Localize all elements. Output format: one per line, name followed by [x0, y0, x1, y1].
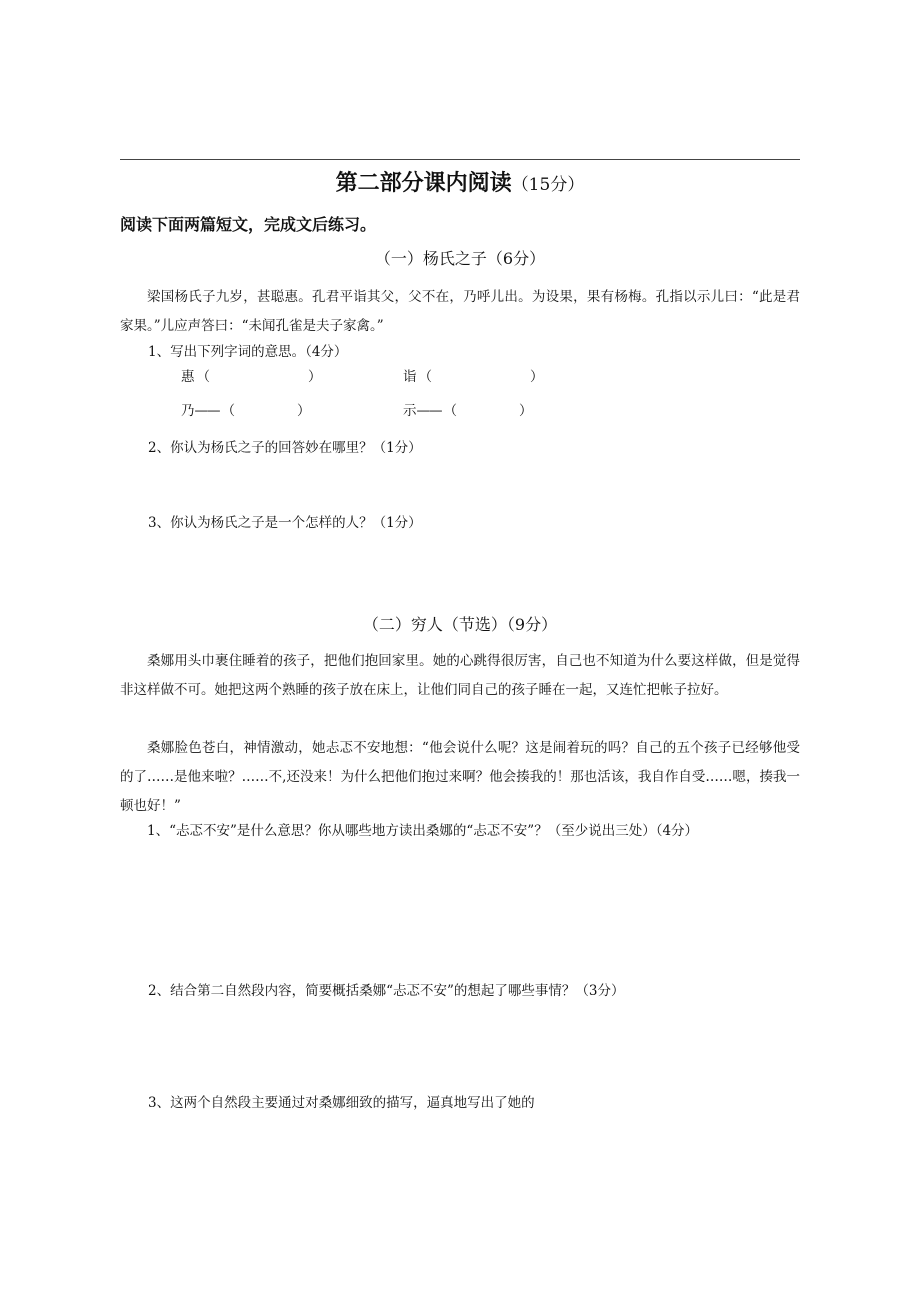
passage2-heading-text: （二）穷人（节选）: [362, 615, 507, 634]
passage2-question-1: 1、“忐忑不安”是什么意思？你从哪些地方读出桑娜的“忐忑不安”？（至少说出三处）（4分）: [147, 823, 699, 839]
blank-paren-open: （: [221, 403, 235, 419]
blank-item-nai: [181, 400, 311, 422]
section-title-score: （15分）: [511, 175, 585, 195]
passage1-heading-score: （6分）: [486, 249, 546, 268]
blank-paren-close: ）: [519, 403, 533, 419]
blank-word: 惠: [181, 369, 195, 385]
passage2-paragraph-2: 桑娜脸色苍白，神情激动，她忐忑不安地想：“他会说什么呢？这是闹着玩的吗？自己的五个孩子已经够他受的了……是他来啦？……不,还没来！为什么把他们抱过来啊？他会揍我的！那也活该，我自作自受……嗯，揍我一顿也好！”: [120, 740, 800, 814]
passage2-heading-score: （9分）: [506, 615, 558, 634]
passage1-question-3: 3、你认为杨氏之子是一个怎样的人？（1分）: [148, 515, 422, 531]
blank-item-hui: [181, 366, 322, 388]
passage1-question-2: 2、你认为杨氏之子的回答妙在哪里？（1分）: [148, 440, 422, 456]
section-title: [120, 170, 800, 199]
blank-word: 示: [403, 403, 417, 419]
passage2-heading: [120, 614, 800, 636]
passage1-heading: [120, 248, 800, 270]
passage1-heading-text: （一）杨氏之子: [374, 249, 487, 268]
top-divider: [120, 159, 800, 160]
blank-paren-open: （: [418, 369, 432, 385]
blank-item-shi: [403, 400, 533, 422]
passage1-question-1: 1、写出下列字词的意思。（4分）: [148, 344, 348, 360]
blank-paren-open: （: [196, 369, 210, 385]
blank-dash: ——: [194, 403, 220, 419]
passage2-question-3: 3、这两个自然段主要通过对桑娜细致的描写，逼真地写出了她的: [148, 1095, 535, 1111]
blank-word: 诣: [403, 369, 417, 385]
section-title-text: 第二部分课内阅读: [335, 171, 512, 196]
passage1-text: 梁国杨氏子九岁，甚聪惠。孔君平诣其父，父不在，乃呼儿出。为设果，果有杨梅。孔指以示儿曰：“此是君家果。”儿应声答曰：“未闻孔雀是夫子家禽。”: [120, 289, 800, 334]
blank-paren-open: （: [443, 403, 457, 419]
passage2-paragraph-1: 桑娜用头巾裹住睡着的孩子，把他们抱回家里。她的心跳得很厉害，自己也不知道为什么要这样做，但是觉得非这样做不可。她把这两个熟睡的孩子放在床上，让他们同自己的孩子睡在一起，又连忙把帐子拉好。: [120, 653, 800, 698]
blank-word: 乃: [181, 403, 195, 419]
blank-paren-close: ）: [530, 369, 544, 385]
blank-dash: ——: [416, 403, 442, 419]
blank-item-yi: [403, 366, 544, 388]
instructions: 阅读下面两篇短文，完成文后练习。: [120, 215, 377, 234]
blank-paren-close: ）: [308, 369, 322, 385]
passage2-question-2: 2、结合第二自然段内容，简要概括桑娜“忐忑不安”的想起了哪些事情？（3分）: [148, 983, 625, 999]
blank-paren-close: ）: [297, 403, 311, 419]
